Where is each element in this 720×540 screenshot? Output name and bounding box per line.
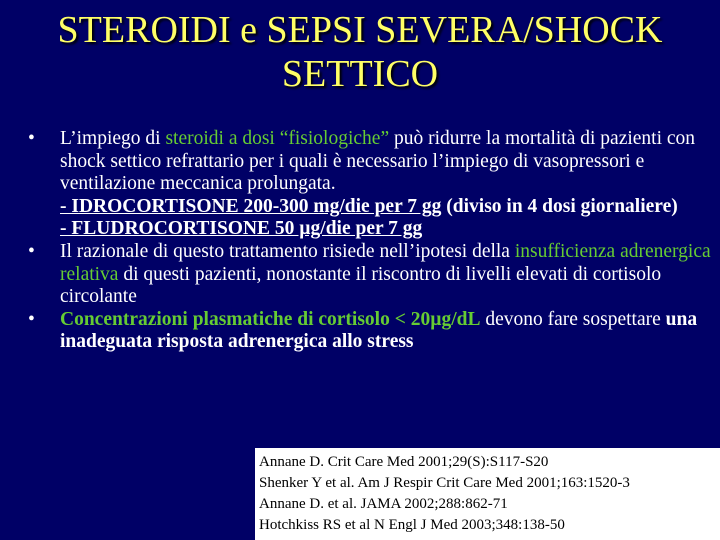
bullet-icon: • — [28, 128, 35, 149]
bullet-cortisol — [28, 309, 712, 354]
reference-item: Shenker Y et al. Am J Respir Crit Care Med 2001;163:1520-3 — [259, 475, 630, 491]
slide-title-line-1: STEROIDI e SEPSI SEVERA/SHOCK — [57, 9, 663, 51]
bullet-1-text: L’impiego di — [60, 128, 166, 149]
reference-item: Hotchkiss RS et al N Engl J Med 2003;348:138-50 — [259, 517, 565, 533]
bullet-2-highlight: insufficienza adrenergica relativa — [60, 240, 711, 285]
slide-title-line-2: SETTICO — [281, 53, 439, 95]
fludrocortisone-dose: - FLUDROCORTISONE 50 µg/die per 7 gg — [60, 218, 423, 240]
bullet-icon: • — [28, 240, 35, 262]
reference-item: Annane D. et al. JAMA 2002;288:862-71 — [259, 496, 508, 512]
bullet-1-text-cont: può ridurre la mortalità di pazienti con shock settico refrattario per i quali è necessario l’impiego di vasopressori e ventilazione meccanica prolungata. — [60, 128, 696, 195]
bullet-rationale — [28, 241, 712, 309]
bullet-3-bold: una inadeguata risposta adrenergica allo stress — [60, 308, 698, 353]
slide-title — [0, 8, 720, 96]
hydrocortisone-dose: - IDROCORTISONE 200-300 mg/die per 7 gg — [60, 195, 442, 217]
bullet-icon: • — [28, 308, 35, 330]
hydrocortisone-note: (diviso in 4 dosi giornaliere) — [441, 195, 678, 217]
slide-body — [28, 128, 712, 354]
bullet-1-highlight: steroidi a dosi “fisiologiche” — [165, 128, 390, 149]
bullet-2-text: Il razionale di questo trattamento risiede nell’ipotesi della — [60, 240, 515, 262]
bullet-2-text-cont: di questi pazienti, nonostante il riscontro di livelli elevati di cortisolo circolante — [60, 263, 662, 308]
bullet-steroid-doses — [28, 128, 712, 241]
bullet-3-highlight: Concentrazioni plasmatiche di cortisolo < 20µg/dL — [60, 308, 481, 330]
reference-item: Annane D. Crit Care Med 2001;29(S):S117-S20 — [259, 454, 549, 470]
references-box — [253, 446, 720, 540]
bullet-3-text: devono fare sospettare — [480, 308, 666, 330]
